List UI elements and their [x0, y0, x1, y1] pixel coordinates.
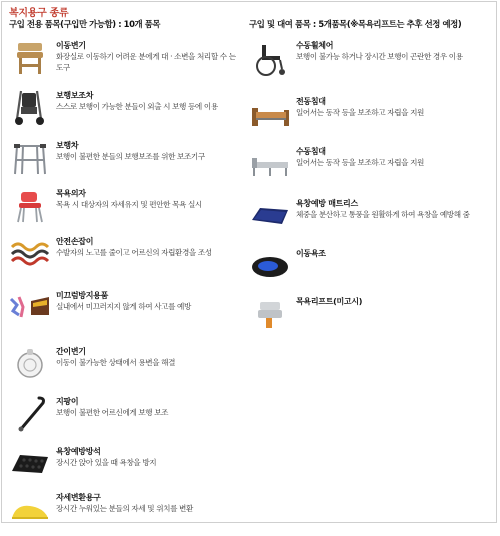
item-name: 자세변환용구: [56, 493, 101, 502]
item-description: 보행이 불편한 어르신에게 보행 보조: [56, 408, 169, 417]
item-description: 수발자의 노고를 줄이고 어르신의 자립환경을 조성: [56, 248, 212, 257]
mattress-icon: [248, 196, 292, 236]
wheelchair-icon: [248, 38, 292, 78]
item-name: 이동욕조: [296, 249, 326, 258]
list-item[interactable]: [8, 38, 248, 84]
electric-bed-icon: [248, 94, 292, 134]
bath-lift-icon: [248, 294, 292, 334]
posture-pad-icon: [8, 490, 52, 530]
list-item[interactable]: [8, 490, 248, 536]
purchase-rental-heading: 구입 및 대여 품목 : 5개품목(※목욕리프트는 추후 선정 예정): [249, 19, 462, 29]
simple-urinal-icon: [8, 344, 52, 384]
item-description: 장시간 앉아 있을 때 욕창을 방지: [56, 458, 157, 467]
safety-handle-icon: [8, 234, 52, 274]
cushion-icon: [8, 444, 52, 484]
item-description: 일어서는 동작 등을 보조하고 자립을 지원: [296, 108, 424, 117]
item-name: 보행보조차: [56, 91, 94, 100]
item-description: 스스로 보행이 가능한 분들이 외출 시 보행 등에 이용: [56, 102, 218, 111]
item-name: 간이변기: [56, 347, 86, 356]
item-name: 수동휠체어: [296, 41, 334, 50]
item-description: 일어서는 동작 등을 보조하고 자립을 지원: [296, 158, 424, 167]
item-name: 욕창예방방석: [56, 447, 101, 456]
cane-icon: [8, 394, 52, 434]
manual-bed-icon: [248, 144, 292, 184]
item-description: 장시간 누워있는 분들의 자세 및 위치를 변환: [56, 504, 193, 513]
item-name: 목욕리프트(미고시): [296, 297, 363, 306]
walking-cart-icon: [8, 88, 52, 128]
list-item[interactable]: [8, 234, 248, 280]
anti-slip-icon: [8, 288, 52, 328]
list-item[interactable]: [248, 196, 496, 242]
item-description: 화장실로 이동하기 어려운 분에게 대 · 소변을 처리할 수 는 도구: [56, 52, 236, 72]
portable-toilet-icon: [8, 38, 52, 78]
mobile-bathtub-icon: [248, 246, 292, 286]
bath-chair-icon: [8, 186, 52, 226]
list-item[interactable]: [8, 138, 248, 184]
list-item[interactable]: [8, 186, 248, 232]
list-item[interactable]: [8, 344, 248, 390]
product-list-panel: [1, 1, 497, 523]
page-title: 복지용구 종류: [9, 8, 69, 19]
item-name: 전동침대: [296, 97, 326, 106]
item-description: 이동이 불가능한 상태에서 용변을 해결: [56, 358, 176, 367]
item-description: 보행이 불가능 하거나 장시간 보행이 곤란한 경우 이용: [296, 52, 463, 61]
item-name: 욕창예방 매트리스: [296, 199, 358, 208]
list-item[interactable]: [8, 288, 248, 334]
item-name: 미끄럼방지용품: [56, 291, 108, 300]
list-item[interactable]: [8, 88, 248, 134]
walker-icon: [8, 138, 52, 178]
item-name: 목욕의자: [56, 189, 86, 198]
item-name: 보행차: [56, 141, 79, 150]
item-description: 보행이 불편한 분들의 보행보조를 위한 보조기구: [56, 152, 205, 161]
list-item[interactable]: [8, 394, 248, 440]
list-item[interactable]: [248, 94, 496, 140]
list-item[interactable]: [248, 144, 496, 190]
item-name: 수동침대: [296, 147, 326, 156]
list-item[interactable]: [248, 38, 496, 84]
list-item[interactable]: [248, 294, 496, 340]
item-description: 체중을 분산하고 통풍을 원활하게 하여 욕창을 예방해 줌: [296, 210, 470, 219]
item-description: 실내에서 미끄러지지 않게 하여 사고를 예방: [56, 302, 191, 311]
item-name: 이동변기: [56, 41, 86, 50]
item-description: 목욕 시 대상자의 자세유지 및 편안한 목욕 실시: [56, 200, 202, 209]
list-item[interactable]: [8, 444, 248, 490]
list-item[interactable]: [248, 246, 496, 292]
item-name: 지팡이: [56, 397, 79, 406]
item-name: 안전손잡이: [56, 237, 94, 246]
purchase-only-heading: 구입 전용 품목(구입만 가능함) : 10개 품목: [9, 19, 161, 29]
